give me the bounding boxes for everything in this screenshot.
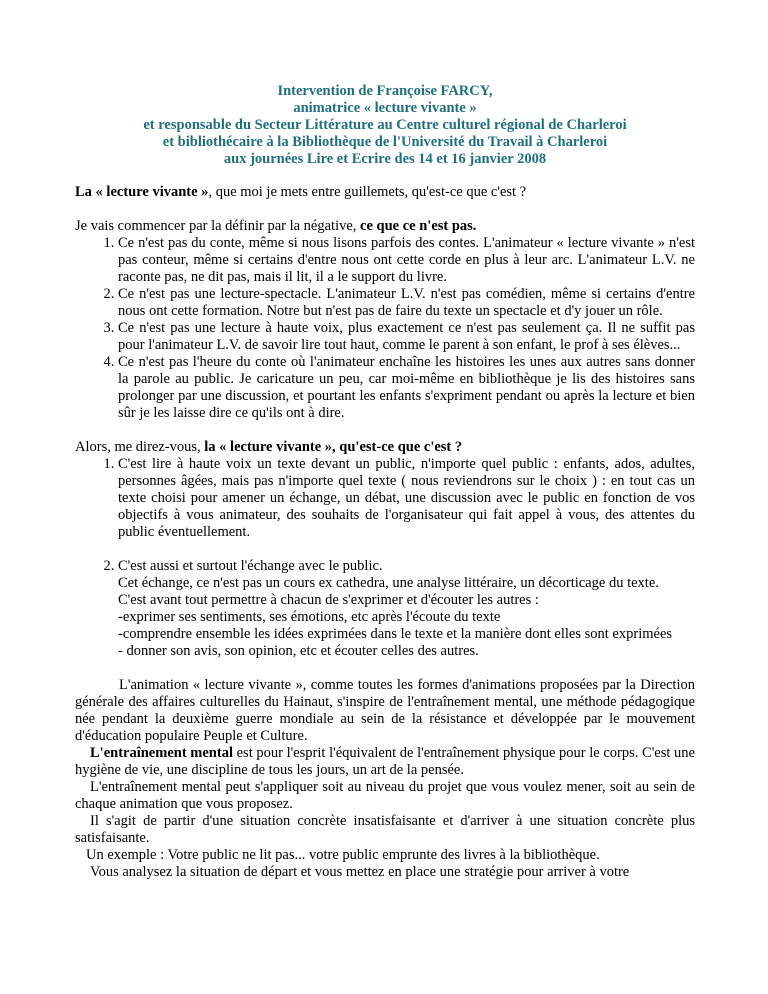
positive-lead [75,439,695,456]
negative-lead-bold: ce que ce n'est pas. [360,218,477,234]
intro-paragraph [75,184,695,201]
positive-list-continued [75,558,695,660]
list-item: 2. Ce n'est pas une lecture-spectacle. L'animateur L.V. n'est pas comédien, même si certains d'entre nous ont cette formation. Notre but n'est pas de faire du texte un spectacle et d'y jouer un rôle. [118,286,695,320]
intro-bold: La « lecture vivante » [75,184,209,200]
list-item: 4. Ce n'est pas l'heure du conte où l'animateur enchaîne les histoires les unes aux autres sans donner la parole au public. Je caricature un peu, car moi-même en bibliothèque je lis des histoires sans prolonger par une discussion, et pourtant les enfants s'expriment pendant ou après la lecture et bien sûr je les laisse dire ce qu'ils ont à dire. [118,354,695,422]
body-paragraph: Un exemple : Votre public ne lit pas... votre public emprunte des livres à la bibliothèque. [86,847,600,863]
positive-lead-text: Alors, me direz-vous, [75,439,205,455]
negative-list [75,235,695,422]
body-paragraph: Vous analysez la situation de départ et vous mettez en place une stratégie pour arriver à votre [90,864,630,880]
list-subline: - donner son avis, son opinion, etc et écouter celles des autres. [118,643,479,659]
positive-lead-bold: la « lecture vivante », qu'est-ce que c'est ? [204,439,463,455]
document-page [75,83,695,881]
negative-lead-text: Je vais commencer par la définir par la négative, [75,218,361,234]
list-subline: -comprendre ensemble les idées exprimées dans le texte et la manière dont elles sont exprimées [118,626,673,642]
title-line: Intervention de Françoise FARCY, [277,83,493,99]
body-paragraph [75,745,695,779]
title-line: et responsable du Secteur Littérature au Centre culturel régional de Charleroi [143,117,627,133]
body-paragraph: Il s'agit de partir d'une situation concrète insatisfaisante et d'arriver à une situation concrète plus satisfaisante. [75,813,695,846]
negative-lead [75,218,695,235]
body-text: est pour l'esprit l'équivalent de l'entraînement physique pour le corps. C'est une hygiène de vie, une discipline de tous les jours, un art de la pensée. [75,745,695,778]
list-subline: C'est avant tout permettre à chacun de s'exprimer et d'écouter les autres : [118,592,539,608]
body-paragraph: L'animation « lecture vivante », comme toutes les formes d'animations proposées par la Direction générale des affaires culturelles du Hainaut, s'inspire de l'entraînement mental, une méthode pédagogique née pendant la deuxième guerre mondiale au sein de la résistance et développée par le mouvement d'éducation populaire Peuple et Culture. [75,677,695,744]
list-subline: -exprimer ses sentiments, ses émotions, etc après l'écoute du texte [118,609,501,625]
list-item: 3. Ce n'est pas une lecture à haute voix, plus exactement ce n'est pas seulement ça. Il ne suffit pas pour l'animateur L.V. de savoir lire tout haut, comme le parent à son enfant, le prof à ses élèves... [118,320,695,354]
title-line: aux journées Lire et Ecrire des 14 et 16 janvier 2008 [223,151,547,167]
intro-text: , que moi je mets entre guillemets, qu'est-ce que c'est ? [208,184,527,200]
positive-list [75,456,695,541]
list-item: 1. C'est lire à haute voix un texte devant un public, n'importe quel public : enfants, ados, adultes, personnes âgées, mais pas n'importe quel texte ( nous reviendrons sur le choix ) : en tout cas un texte choisi pour amener un échange, un débat, une discussion avec le public en fonction de vos objectifs à vous animateur, des souhaits de l'organisateur qui fait appel à vous, des attentes du public éventuellement. [118,456,695,541]
document-title [75,83,695,168]
body-paragraph: L'entraînement mental peut s'appliquer soit au niveau du projet que vous voulez mener, soit au sein de chaque animation que vous proposez. [75,779,695,812]
list-item [118,558,695,660]
list-subline: 2. C'est aussi et surtout l'échange avec le public. [118,558,383,574]
body-bold: L'entraînement mental [90,745,233,761]
title-line: animatrice « lecture vivante » [293,100,477,116]
title-line: et bibliothécaire à la Bibliothèque de l'Université du Travail à Charleroi [162,134,608,150]
list-subline: Cet échange, ce n'est pas un cours ex cathedra, une analyse littéraire, un décorticage du texte. [118,575,659,591]
list-item: 1. Ce n'est pas du conte, même si nous lisons parfois des contes. L'animateur « lecture vivante » n'est pas conteur, même si certains d'entre nous ont cette corde en plus à leur arc. L'animateur L.V. ne raconte pas, ne dit pas, mais il lit, il a le support du livre. [118,235,695,286]
